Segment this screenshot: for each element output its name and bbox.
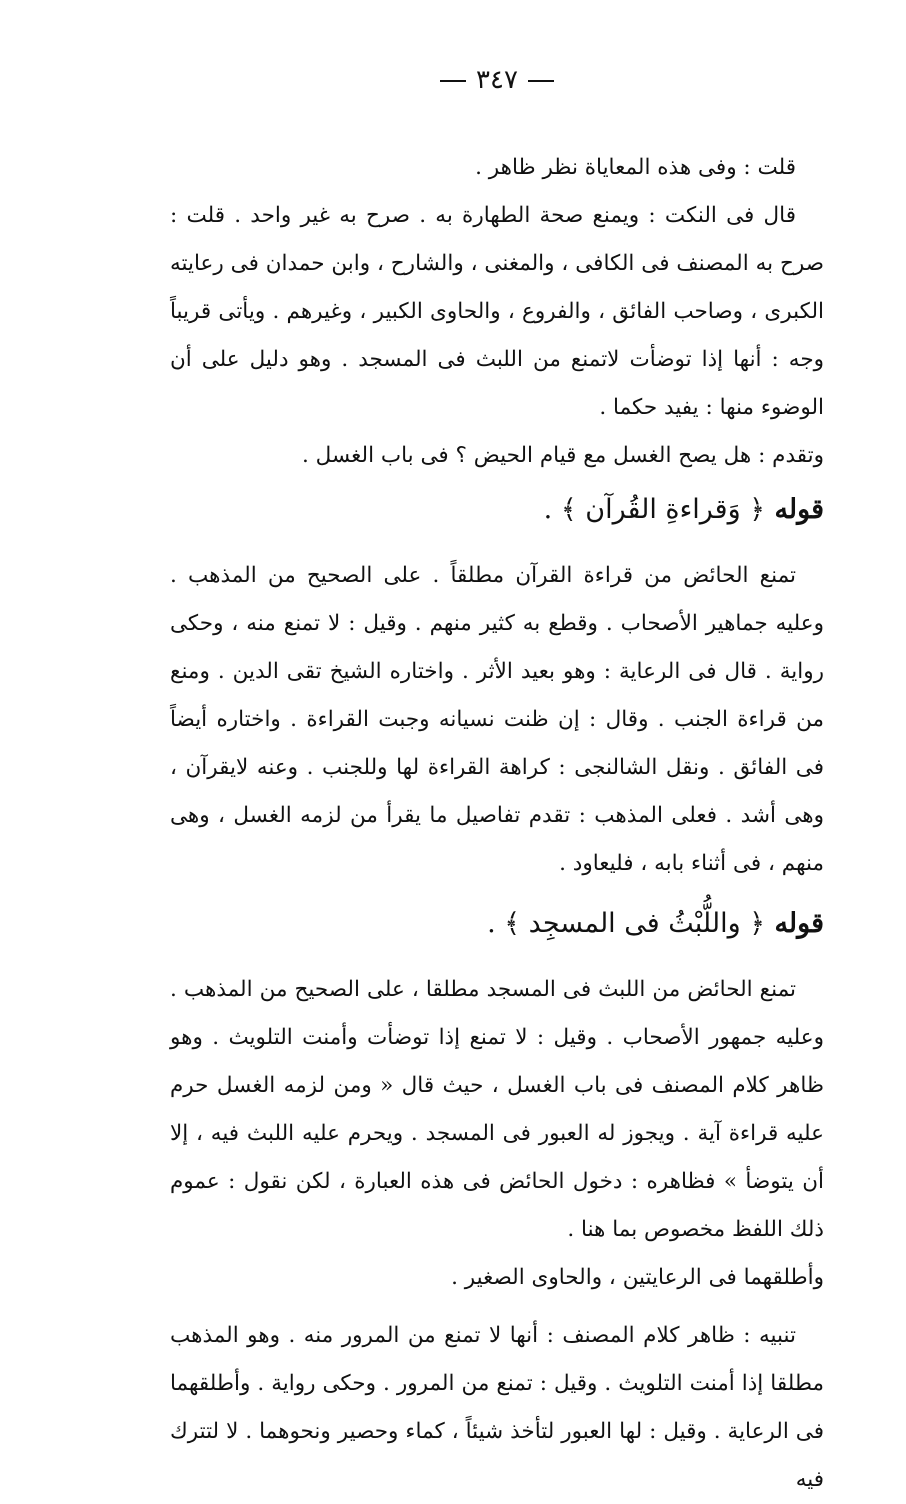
- paragraph-mosque-stay-note: وأطلقهما فى الرعايتين ، والحاوى الصغير .: [451, 1265, 824, 1290]
- heading-quote: ﴿ وَقراءةِ القُرآن ﴾ .: [543, 494, 766, 525]
- heading-word: قوله: [774, 908, 824, 939]
- section-heading-quran-reading: [170, 480, 824, 540]
- page-number-dash-right: [528, 80, 554, 82]
- section-heading-mosque-stay: [170, 894, 824, 954]
- heading-word: قوله: [774, 494, 824, 525]
- paragraph-nukat-quote: قال فى النكت : ويمنع صحة الطهارة به . صرح به غير واحد . قلت : صرح به المصنف فى الكافى ، والمغنى ، والشارح ، وابن حمدان فى رعايته الكبرى ، وصاحب الفائق ، والفروع ، والحاوى الكبير ، وغيرهم . ويأتى قريباً وجه : أنها إذا توضأت لاتمنع من اللبث فى المسجد . وهو دليل على أن الوضوء منها : يفيد حكما .: [170, 203, 824, 420]
- paragraph-tanbih: تنبيه : ظاهر كلام المصنف : أنها لا تمنع من المرور منه . وهو المذهب مطلقا إذا أمنت التلويث . وقيل : تمنع من المرور . وحكى رواية . وأطلقهما فى الرعاية . وقيل : لها العبور لتأخذ شيئاً ، كماء وحصير ونحوهما . لا لتترك فيه: [170, 1323, 824, 1492]
- paragraph-muayah-note: قلت : وفى هذه المعاياة نظر ظاهر .: [475, 155, 796, 180]
- page-number: [170, 60, 824, 100]
- paragraph-quran-reading: تمنع الحائض من قراءة القرآن مطلقاً . على الصحيح من المذهب . وعليه جماهير الأصحاب . وقطع به كثير منهم . وقيل : لا تمنع منه ، وحكى رواية . قال فى الرعاية : وهو بعيد الأثر . واختاره الشيخ تقى الدين . ومنع من قراءة الجنب . وقال : إن ظنت نسيانه وجبت القراءة . واختاره أيضاً فى الفائق . ونقل الشالنجى : كراهة القراءة لها وللجنب . وعنه لايقرآن ، وهى أشد . فعلى المذهب : تقدم تفاصيل ما يقرأ من لزمه الغسل ، وهى منهم ، فى أثناء بابه ، فليعاود .: [170, 563, 824, 876]
- section-gap: [170, 1302, 824, 1312]
- page-number-value: ٣٤٧: [476, 65, 518, 95]
- paragraph-mosque-stay: تمنع الحائض من اللبث فى المسجد مطلقا ، على الصحيح من المذهب . وعليه جمهور الأصحاب . وقيل : لا تمنع إذا توضأت وأمنت التلويث . وهو ظاهر كلام المصنف فى باب الغسل ، حيث قال « ومن لزمه الغسل حرم عليه قراءة آية . ويجوز له العبور فى المسجد . ويحرم عليه اللبث فيه ، إلا أن يتوضأ » فظاهره : دخول الحائض فى هذه العبارة ، لكن نقول : عموم ذلك اللفظ مخصوص بما هنا .: [170, 977, 824, 1242]
- book-page: [170, 40, 824, 1492]
- heading-quote: ﴿ واللُّبْثُ فى المسجِد ﴾ .: [487, 908, 766, 939]
- paragraph-cross-reference: وتقدم : هل يصح الغسل مع قيام الحيض ؟ فى باب الغسل .: [302, 443, 824, 468]
- page-number-dash-left: [440, 80, 466, 82]
